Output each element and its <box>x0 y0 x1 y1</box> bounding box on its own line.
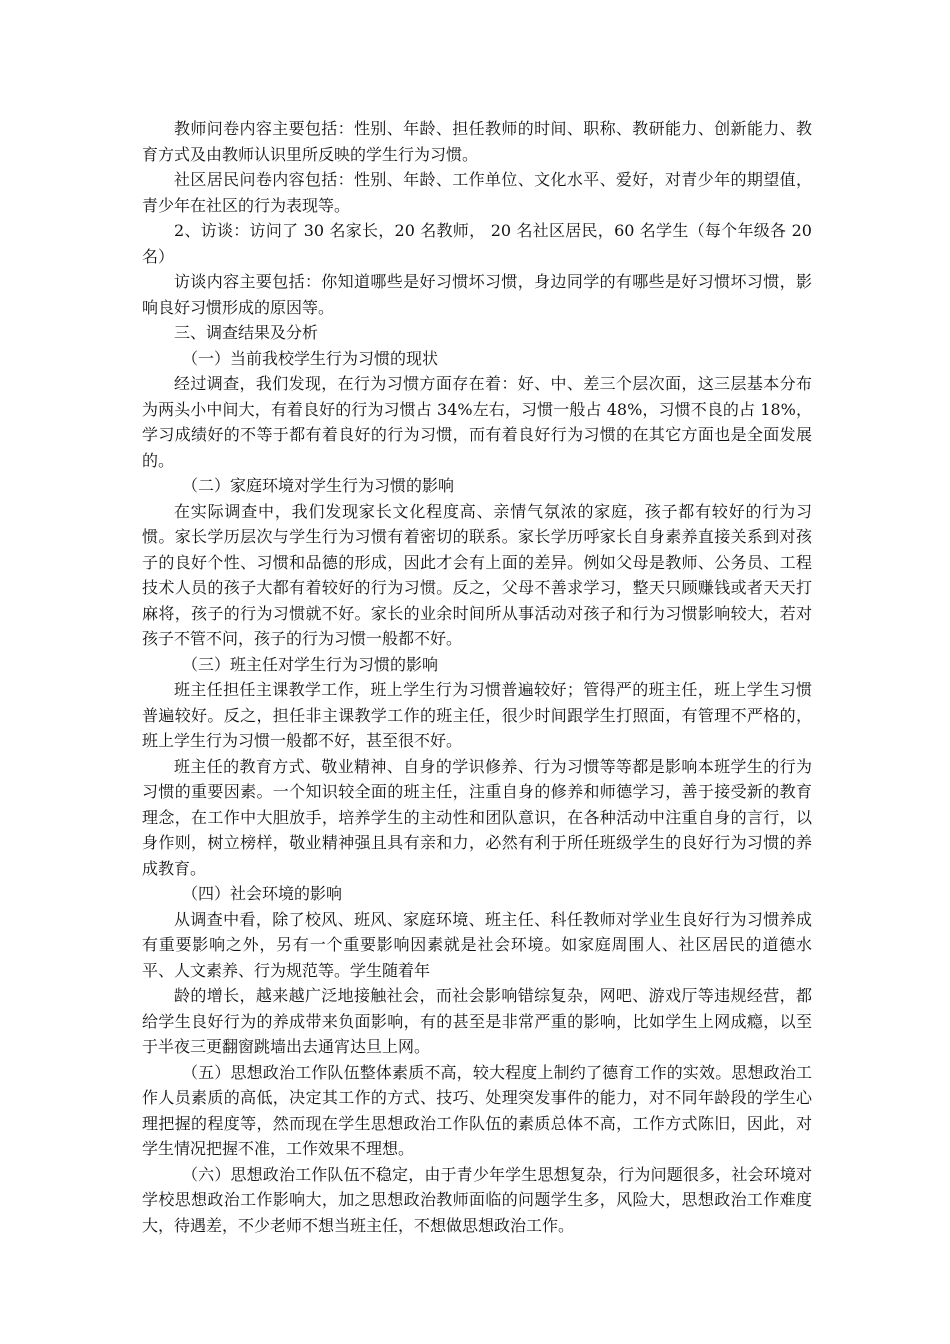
subheading-current-status: （一）当前我校学生行为习惯的现状 <box>182 348 439 368</box>
paragraph-interview-content: 访谈内容主要包括：你知道哪些是好习惯坏习惯，身边同学的有哪些是好习惯坏习惯，影响良好习惯形成的原因等。 <box>142 272 812 317</box>
paragraph-head-teacher-2: 班主任的教育方式、敬业精神、自身的学识修养、行为习惯等等都是影响本班学生的行为习惯的重要因素。一个知识较全面的班主任，注重自身的修养和师德学习，善于接受新的教育理念，在工作中大胆放手，培养学生的主动性和团队意识，在各种活动中注重自身的言行，以身作则，树立榜样，敬业精神强且具有亲和力，必然有利于所任班级学生的良好行为习惯的养成教育。 <box>142 756 812 878</box>
paragraph-head-teacher-1: 班主任担任主课教学工作，班上学生行为习惯普遍较好；管得严的班主任，班上学生习惯普遍较好。反之，担任非主课教学工作的班主任，很少时间跟学生打照面，有管理不严格的，班上学生行为习惯一般都不好，甚至很不好。 <box>142 680 812 750</box>
paragraph-social-environment-2: 龄的增长，越来越广泛地接触社会，而社会影响错综复杂，网吧、游戏厅等违规经营，都给学生良好行为的养成带来负面影响，有的甚至是非常严重的影响，比如学生上网成瘾，以至于半夜三更翻窗跳墙出去通宵达旦上网。 <box>142 986 812 1056</box>
section-heading-results: 三、调查结果及分析 <box>174 323 319 342</box>
paragraph-current-status: 经过调查，我们发现，在行为习惯方面存在着：好、中、差三个层次面，这三层基本分布为两头小中间大，有着良好的行为习惯占 34%左右，习惯一般占 48%，习惯不良的占 18%，学习成绩好的不等于都有着良好的行为习惯，而有着良好行为习惯的在其它方面也是全面发展的。 <box>142 374 812 470</box>
subheading-social-environment: （四）社会环境的影响 <box>182 884 343 903</box>
paragraph-teacher-questionnaire: 教师问卷内容主要包括：性别、年龄、担任教师的时间、职称、教研能力、创新能力、教育方式及由教师认识里所反映的学生行为习惯。 <box>142 119 812 164</box>
paragraph-community-questionnaire: 社区居民问卷内容包括：性别、年龄、工作单位、文化水平、爱好，对青少年的期望值，青少年在社区的行为表现等。 <box>142 170 812 215</box>
paragraph-staff-quality: （五）思想政治工作队伍整体素质不高，较大程度上制约了德育工作的实效。思想政治工作人员素质的高低，决定其工作的方式、技巧、处理突发事件的能力，对不同年龄段的学生心理把握的程度等，然而现在学生思想政治工作队伍的素质总体不高，工作方式陈旧，因此，对学生情况把握不准，工作效果不理想。 <box>142 1062 812 1158</box>
paragraph-family-environment: 在实际调查中，我们发现家长文化程度高、亲情气氛浓的家庭，孩子都有较好的行为习惯。家长学历层次与学生行为习惯有着密切的联系。家长学历呼家长自身素养直接关系到对孩子的良好个性、习惯和品德的形成，因此才会有上面的差异。例如父母是教师、公务员、工程技术人员的孩子大都有着较好的行为习惯。反之，父母不善求学习，整天只顾赚钱或者天天打麻将，孩子的行为习惯就不好。家长的业余时间所从事活动对孩子和行为习惯影响较大，若对孩子不管不问，孩子的行为习惯一般都不好。 <box>142 501 812 648</box>
paragraph-staff-instability: （六）思想政治工作队伍不稳定，由于青少年学生思想复杂，行为问题很多，社会环境对学校思想政治工作影响大，加之思想政治教师面临的问题学生多，风险大，思想政治工作难度大，待遇差，不少老师不想当班主任，不想做思想政治工作。 <box>142 1164 812 1235</box>
subheading-family-environment: （二）家庭环境对学生行为习惯的影响 <box>182 476 455 495</box>
paragraph-interviews: 2、访谈：访问了 30 名家长，20 名教师， 20 名社区居民，60 名学生（每个年级各 20 名） <box>142 221 812 266</box>
paragraph-social-environment-1: 从调查中看，除了校风、班风、家庭环境、班主任、科任教师对学业生良好行为习惯养成有重要影响之外，另有一个重要影响因素就是社会环境。如家庭周围人、社区居民的道德水平、人文素养、行为规范等。学生随着年 <box>142 909 812 980</box>
subheading-head-teacher: （三）班主任对学生行为习惯的影响 <box>182 654 439 674</box>
document-body <box>142 116 812 1238</box>
